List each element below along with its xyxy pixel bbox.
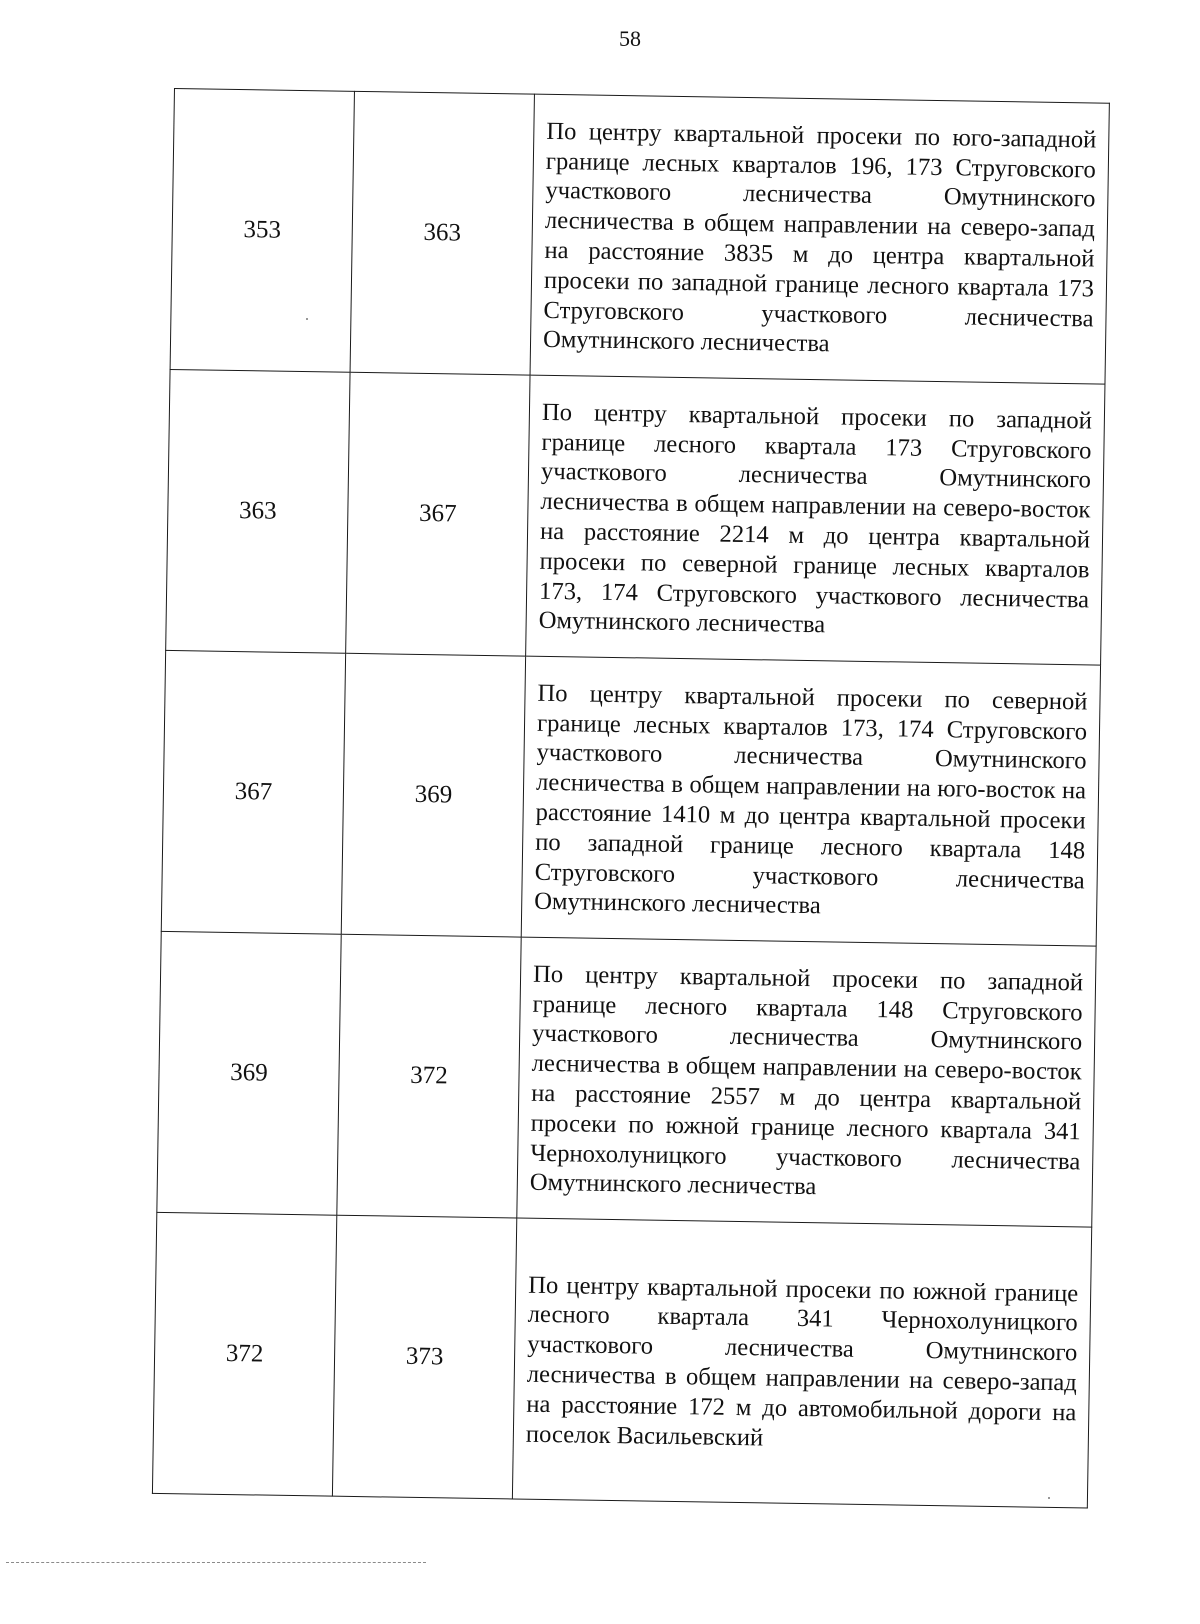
scan-speck: [306, 318, 308, 320]
boundary-description-cell: По центру квартальной просеки по юго-западной границе лесных кварталов 196, 173 Струговского участкового лесничества Омутнинского лесничества в общем направлении на северо-запад на расстояние 3835 м до центра квартальной просеки по западной границе лесного квартала 173 Струговского участкового лесничества Омутнинского лесничества: [530, 94, 1109, 384]
from-point-cell: 353: [170, 89, 354, 373]
page-number: 58: [619, 26, 641, 51]
table-row: [152, 1212, 1091, 1508]
boundary-description-cell: По центру квартальной просеки по западной границе лесного квартала 148 Струговского участкового лесничества Омутнинского лесничества в общем направлении на северо-восток на расстояние 2557 м до центра квартальной просеки по южной границе лесного квартала 341 Чернохолуницкого участкового лесничества Омутнинского лесничества: [517, 937, 1096, 1227]
scan-speck: [1048, 1497, 1050, 1499]
table-row: [166, 369, 1105, 665]
table-row: [161, 650, 1100, 946]
from-point-cell: 363: [166, 369, 350, 653]
from-point-cell: 367: [161, 650, 345, 934]
to-point-cell: 363: [350, 91, 534, 375]
boundary-description-cell: По центру квартальной просеки по южной границе лесного квартала 341 Чернохолуницкого участкового лесничества Омутнинского лесничества в общем направлении на северо-запад на расстояние 172 м до автомобильной дороги на поселок Васильевский: [512, 1218, 1091, 1508]
scan-edge-rule: [6, 1562, 426, 1563]
boundary-description-cell: По центру квартальной просеки по северной границе лесных кварталов 173, 174 Струговского участкового лесничества Омутнинского лесничества в общем направлении на юго-восток на расстояние 1410 м до центра квартальной просеки по западной границе лесного квартала 148 Струговского участкового лесничества Омутнинского лесничества: [521, 656, 1100, 946]
from-point-cell: 372: [152, 1212, 336, 1496]
boundary-description-cell: По центру квартальной просеки по западной границе лесного квартала 173 Струговского участкового лесничества Омутнинского лесничества в общем направлении на северо-восток на расстояние 2214 м до центра квартальной просеки по северной границе лесных кварталов 173, 174 Струговского участкового лесничества Омутнинского лесничества: [526, 375, 1105, 665]
table-row: [170, 89, 1109, 385]
to-point-cell: 372: [337, 934, 521, 1218]
boundary-table: [152, 88, 1110, 1509]
to-point-cell: 373: [332, 1215, 516, 1499]
to-point-cell: 369: [341, 653, 525, 937]
to-point-cell: 367: [346, 372, 530, 656]
from-point-cell: 369: [157, 931, 341, 1215]
table-row: [157, 931, 1096, 1227]
